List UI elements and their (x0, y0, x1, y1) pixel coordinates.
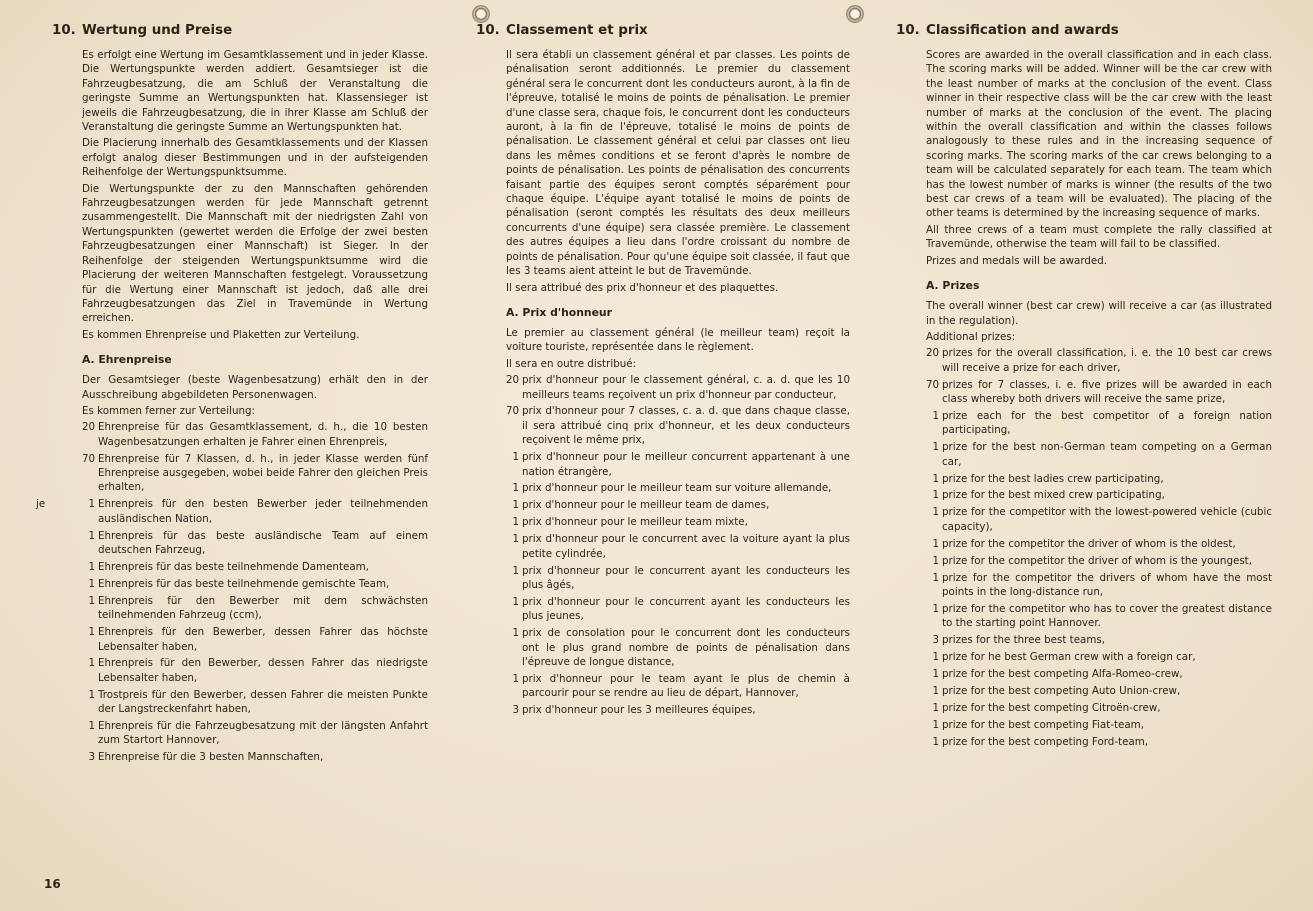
column-english (896, 22, 1272, 751)
item-text: Ehrenpreise für das Gesamtklassement, d. h., die 10 besten Wagenbesatzungen erhalten je Fahrer einen Ehrenpreis, (98, 421, 428, 448)
item-text: prix d'honneur pour le classement général, c. a. d. que les 10 meilleurs teams reçoivent un prix d'honneur par conducteur, (522, 374, 850, 401)
list-item (926, 701, 1272, 715)
list-item (82, 719, 428, 748)
list-item (82, 750, 428, 764)
paragraph: Additional prizes: (926, 330, 1016, 343)
item-text: prix d'honneur pour le meilleur concurrent appartenant à une nation étrangère, (522, 451, 850, 478)
paragraph: Die Wertungspunkte der zu den Mannschaften gehörenden Fahrzeugbesatzungen werden für jede Mannschaft getrennt zusammengestellt. Die Mannschaft mit der niedrigsten Zahl von Wertungspunkten (gewertet werden die Erfolge der zwei besten Fahrzeugbesatzungen einer Mannschaft) ist Sieger. In der Reihenfolge der steigenden Wertungspunktsumme wird die Placierung der weiteren Mannschaften festgelegt. Voraussetzung für die Wertung einer Mannschaft ist jedoch, daß alle drei Fahrzeugbesatzungen das Ziel in Travemünde in Wertung erreichen. (82, 182, 428, 325)
section-body (926, 48, 1272, 749)
list-item (926, 488, 1272, 502)
list-item (506, 373, 850, 402)
subsection-title: A. Prizes (926, 279, 980, 293)
list-item (926, 505, 1272, 534)
item-count: 1 (932, 602, 939, 615)
column-german (36, 22, 428, 767)
item-text: prize for he best German crew with a foreign car, (942, 651, 1196, 664)
list-item (926, 346, 1272, 375)
item-count: 1 (932, 472, 939, 485)
item-text: prix d'honneur pour le meilleur team sur voiture allemande, (522, 482, 832, 495)
list-item (506, 564, 850, 593)
list-item (506, 481, 850, 495)
item-text: Trostpreis für den Bewerber, dessen Fahrer die meisten Punkte der Langstreckenfahrt haben, (98, 688, 428, 716)
list-item (82, 625, 428, 654)
section-body (506, 48, 850, 718)
list-item (36, 497, 428, 526)
paragraph: Il sera établi un classement général et par classes. Les points de pénalisation seront additionnés. Le premier du classement général sera le concurrent dont les conducteurs auront, à la fin de l'épreuve, totalisé le moins de points de pénalisation. Le premier d'une classe sera, chaque fois, le concurrent dont les conducteurs auront, à la fin de l'épreuve, totalisé le moins de points de pénalisation. Le classement général et celui par classes ont lieu dans les mêmes conditions et se feront d'après le nombre de points de pénalisation. Les points de pénalisation des concurrents faisant partie des équipes seront comptés séparément pour chaque équipe. L'équipe ayant totalisé le moins de points de pénalisation (seront comptés les résultats des deux meilleurs concurrents d'une équipe) sera classée première. Le classement des autres équipes a lieu dans l'ordre croissant du nombre de points de pénalisation. Pour qu'une équipe soit classée, il faut que les 3 teams aient atteint le but de Travemünde. (506, 49, 850, 278)
section-number: 10. (52, 23, 76, 38)
item-text: prix d'honneur pour les 3 meilleures équipes, (522, 704, 756, 717)
item-count: 1 (932, 651, 939, 664)
item-count: 1 (88, 657, 95, 670)
item-count: 1 (932, 735, 939, 748)
item-count: 1 (88, 529, 95, 542)
paragraph: Die Placierung innerhalb des Gesamtklassements und der Klassen erfolgt analog dieser Bestimmungen und in der aufsteigenden Reihenfolge der Wertungspunktsumme. (82, 137, 428, 179)
list-item (926, 554, 1272, 568)
item-count: 3 (88, 751, 95, 764)
item-text: prix d'honneur pour 7 classes, c. a. d. que dans chaque classe, il sera attribué cinq prix d'honneur, et les deux conducteurs reçoivent le même prix, (522, 405, 850, 447)
item-count: 70 (926, 378, 940, 391)
item-count: 1 (932, 571, 939, 584)
item-count: 70 (82, 452, 96, 465)
paragraph: Es erfolgt eine Wertung im Gesamtklassement und in jeder Klasse. Die Wertungspunkte werden addiert. Gesamtsieger ist die Fahrzeugbesatzung, die am Schluß der Veranstaltung die geringste Summe an Wertungspunkten hat. Klassensieger ist jeweils die Fahrzeugbesatzung, die in ihrer Klasse am Schluß der Veranstaltung die geringste Summe an Wertungspunkten hat. (82, 49, 428, 134)
item-text: Ehrenpreise für 7 Klassen, d. h., in jeder Klasse werden fünf Ehrenpreise ausgegeben, wobei beide Fahrer den gleichen Preis erhalten, (98, 452, 428, 494)
item-text: prix d'honneur pour le concurrent avec la voiture ayant la plus petite cylindrée, (522, 533, 850, 560)
paragraph: Es kommen Ehrenpreise und Plaketten zur Verteilung. (82, 328, 360, 341)
paragraph: The overall winner (best car crew) will receive a car (as illustrated in the regulation). (926, 300, 1272, 327)
list-item (506, 532, 850, 561)
item-text: prize for the competitor the drivers of whom have the most points in the long-distance run, (942, 571, 1272, 598)
list-item (82, 688, 428, 717)
list-item (926, 602, 1272, 631)
list-item (82, 656, 428, 685)
list-item (926, 409, 1272, 438)
subsection-title: A. Ehrenpreise (82, 353, 172, 367)
column-french (476, 22, 850, 720)
list-item (926, 378, 1272, 407)
paragraph: All three crews of a team must complete the rally classified at Travemünde, otherwise the team will fail to be classified. (926, 223, 1272, 251)
list-item (82, 420, 428, 449)
paragraph: Scores are awarded in the overall classification and in each class. The scoring marks will be added. Winner will be the car crew with the least number of marks at the conclusion of the event. Class winner in their respective class will be the car crew with the least number of marks at the conclusion of the event. The placing within the overall classification and within the classes follows analogously to these rules and in the increasing sequence of scoring marks. The scoring marks of the car crews belonging to a team will be calculated separately for each team. The team which has the lowest number of marks is winner (the results of the two best car crews of a team will be evaluated). The placing of the other teams is determined by the increasing sequence of marks. (926, 49, 1272, 220)
item-count: 1 (512, 672, 519, 685)
item-count: 3 (512, 704, 519, 717)
item-text: prize for the best competing Auto Union-crew, (942, 684, 1181, 697)
item-count: 1 (512, 499, 519, 512)
item-text: prix d'honneur pour le meilleur team de dames, (522, 499, 770, 512)
item-count: 1 (932, 684, 939, 697)
item-count: 1 (512, 627, 519, 640)
list-item (82, 594, 428, 623)
section-number: 10. (896, 23, 920, 38)
item-text: Ehrenpreis für den Bewerber mit dem schwächsten teilnehmenden Fahrzeug (ccm), (98, 594, 428, 622)
list-item (506, 703, 850, 717)
list-item (82, 529, 428, 558)
item-text: prizes for 7 classes, i. e. five prizes will be awarded in each class whereby both drivers will receive the same prize, (942, 378, 1272, 406)
item-count: 1 (932, 701, 939, 714)
list-item (506, 626, 850, 669)
item-text: prize for the competitor the driver of whom is the youngest, (942, 554, 1252, 567)
item-count: 1 (512, 451, 519, 464)
item-text: prize for the competitor who has to cover the greatest distance to the starting point Hannover. (942, 602, 1272, 630)
item-count: 1 (88, 561, 95, 573)
item-text: prizes for the overall classification, i. e. the 10 best car crews will receive a prize for each driver, (942, 347, 1272, 374)
paragraph: Es kommen ferner zur Verteilung: (82, 404, 256, 417)
item-count: 1 (88, 498, 95, 511)
list-item (926, 684, 1272, 698)
list-item (506, 498, 850, 512)
list-item (82, 560, 428, 574)
item-count: 1 (932, 718, 939, 731)
page-number: 16 (44, 877, 61, 891)
list-item (506, 404, 850, 447)
list-item (926, 440, 1272, 469)
section-title: Wertung und Preise (82, 23, 233, 38)
item-text: prize for the competitor the driver of whom is the oldest, (942, 537, 1236, 550)
item-text: prize for the best non-German team competing on a German car, (942, 441, 1272, 468)
item-count: 1 (88, 688, 95, 701)
section-heading-german (52, 22, 428, 40)
item-text: Ehrenpreis für den Bewerber, dessen Fahrer das niedrigste Lebensalter haben, (98, 657, 428, 684)
list-item (506, 595, 850, 624)
item-text: Ehrenpreis für den besten Bewerber jeder teilnehmenden ausländischen Nation, (98, 498, 428, 525)
item-count: 1 (932, 554, 939, 567)
item-text: Ehrenpreis für die Fahrzeugbesatzung mit der längsten Anfahrt zum Startort Hannover, (98, 720, 428, 747)
je-prefix: je (36, 498, 46, 511)
item-count: 70 (506, 405, 520, 418)
list-item (926, 667, 1272, 681)
list-item (82, 452, 428, 495)
item-text: Ehrenpreis für den Bewerber, dessen Fahrer das höchste Lebensalter haben, (98, 626, 428, 653)
item-count: 20 (82, 421, 96, 434)
item-text: prix d'honneur pour le meilleur team mixte, (522, 516, 748, 529)
item-count: 20 (926, 347, 940, 360)
item-count: 1 (932, 667, 939, 680)
punch-hole-left-icon (472, 5, 490, 23)
item-text: Ehrenpreis für das beste ausländische Team auf einem deutschen Fahrzeug, (98, 529, 428, 557)
item-text: prize for the competitor with the lowest-powered vehicle (cubic capacity), (942, 506, 1272, 533)
punch-hole-right-icon (846, 5, 864, 23)
item-count: 20 (506, 374, 520, 387)
item-count: 1 (512, 516, 519, 529)
paragraph: Prizes and medals will be awarded. (926, 254, 1108, 267)
item-text: prize for the best competing Alfa-Romeo-crew, (942, 667, 1183, 680)
item-count: 1 (512, 533, 519, 546)
section-heading-english (896, 22, 1272, 40)
paragraph: Il sera en outre distribué: (506, 357, 637, 370)
list-item (926, 735, 1272, 749)
item-count: 1 (932, 409, 939, 422)
paragraph: Le premier au classement général (le meilleur team) reçoit la voiture touriste, représentée dans le règlement. (506, 326, 850, 354)
item-text: prize for the best ladies crew participating, (942, 472, 1164, 485)
item-text: prize for the best competing Ford-team, (942, 735, 1149, 748)
item-count: 1 (88, 626, 95, 639)
item-count: 1 (88, 594, 95, 607)
list-item (926, 650, 1272, 664)
item-count: 1 (932, 537, 939, 550)
item-count: 1 (512, 482, 519, 495)
item-text: prix d'honneur pour le team ayant le plus de chemin à parcourir pour se rendre au lieu de départ, Hannover, (522, 672, 850, 700)
section-title: Classification and awards (926, 23, 1119, 38)
item-text: Ehrenpreis für das beste teilnehmende Damenteam, (98, 561, 369, 573)
item-count: 1 (932, 489, 939, 502)
section-body (36, 48, 428, 765)
list-item (506, 450, 850, 479)
paragraph: Il sera attribué des prix d'honneur et des plaquettes. (506, 281, 779, 294)
item-count: 1 (932, 441, 939, 454)
subsection-title: A. Prix d'honneur (506, 305, 612, 319)
list-item (926, 472, 1272, 486)
list-item (506, 515, 850, 529)
list-item (926, 537, 1272, 551)
section-title: Classement et prix (506, 23, 648, 38)
item-count: 1 (88, 720, 95, 733)
item-text: prizes for the three best teams, (942, 634, 1106, 647)
item-count: 3 (932, 634, 939, 647)
item-text: prize for the best competing Citroën-crew, (942, 701, 1161, 714)
list-item (506, 672, 850, 701)
item-text: prize for the best competing Fiat-team, (942, 718, 1144, 731)
item-count: 1 (88, 577, 95, 590)
item-text: prix de consolation pour le concurrent dont les conducteurs ont le plus grand nombre de points de pénalisation dans l'épreuve de longue distance, (522, 627, 850, 668)
item-text: Ehrenpreise für die 3 besten Mannschaften, (98, 751, 324, 764)
item-text: prize each for the best competitor of a foreign nation participating, (942, 409, 1272, 437)
item-count: 1 (932, 506, 939, 519)
section-number: 10. (476, 23, 500, 38)
list-item (926, 718, 1272, 732)
list-item (82, 577, 428, 591)
item-text: prix d'honneur pour le concurrent ayant les conducteurs les plus âgés, (522, 564, 850, 591)
list-item (926, 633, 1272, 647)
item-text: Ehrenpreis für das beste teilnehmende gemischte Team, (98, 577, 390, 590)
item-text: prize for the best mixed crew participating, (942, 489, 1165, 502)
item-text: prix d'honneur pour le concurrent ayant les conducteurs les plus jeunes, (522, 595, 850, 623)
item-count: 1 (512, 595, 519, 608)
list-item (926, 571, 1272, 600)
paragraph: Der Gesamtsieger (beste Wagenbesatzung) erhält den in der Ausschreibung abgebildeten Personenwagen. (82, 374, 428, 401)
section-heading-french (476, 22, 850, 40)
item-count: 1 (512, 564, 519, 577)
